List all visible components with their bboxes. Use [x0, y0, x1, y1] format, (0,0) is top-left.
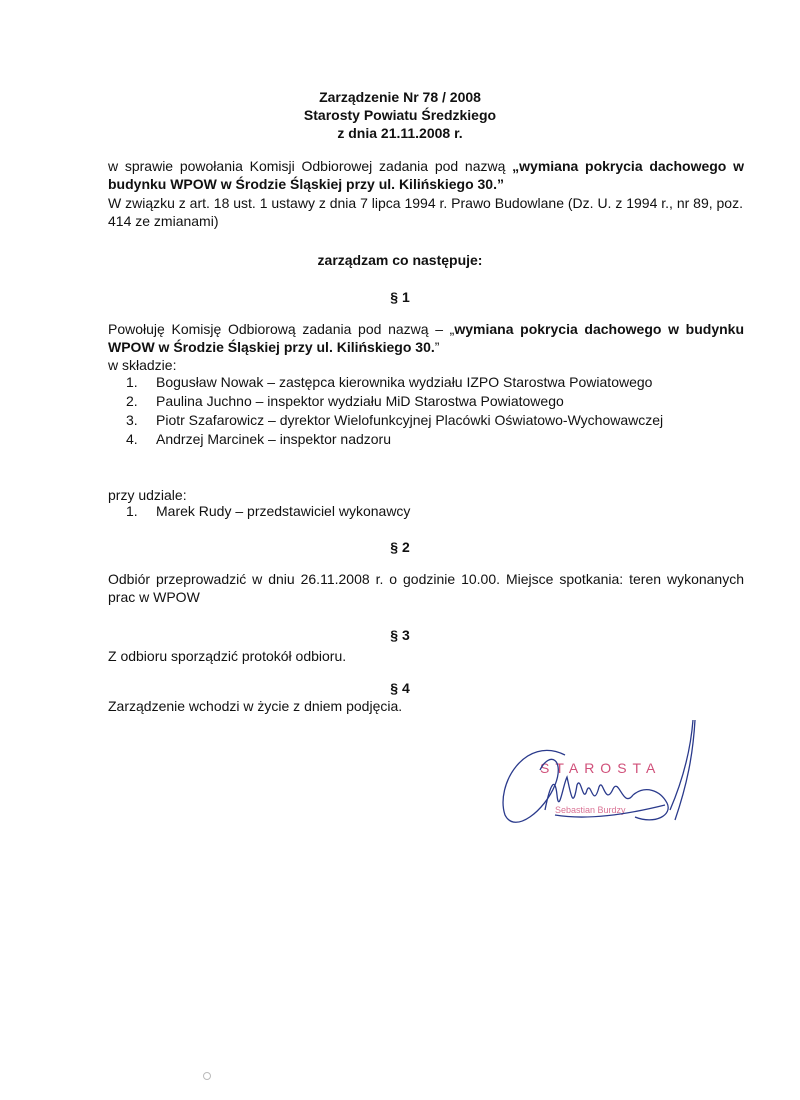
section-4-text: Zarządzenie wchodzi w życie z dniem podjęcia.	[108, 698, 403, 714]
s1-suffix: ”	[434, 339, 440, 355]
list-item: 2. Paulina Juchno – inspektor wydziału MiD Starostwa Powiatowego	[126, 393, 564, 409]
subject-paragraph	[108, 157, 744, 193]
s1-task-name: wymiana pokrycia dachowego w budynku WPOW w Środzie Śląskiej przy ul. Kilińskiego 30.	[108, 321, 744, 355]
decree-intro: zarządzam co następuje:	[317, 252, 483, 268]
section-2-heading: § 2	[390, 539, 410, 555]
subject-prefix: w sprawie powołania Komisji Odbiorowej zadania pod nazwą	[108, 158, 513, 174]
stamp-name: Sebastian Burdzy	[555, 805, 626, 815]
legal-basis: W związku z art. 18 ust. 1 ustawy z dnia 7 lipca 1994 r. Prawo Budowlane (Dz. U. z 1994 r., nr 89, poz. 414 ze zmianami)	[108, 195, 743, 229]
participation-label: przy udziale:	[108, 487, 187, 503]
composition-label: w składzie:	[108, 357, 177, 373]
participants-list	[126, 502, 410, 521]
section-2-text: Odbiór przeprowadzić w dniu 26.11.2008 r. o godzinie 10.00. Miejsce spotkania: teren wykonanych prac w WPOW	[108, 571, 744, 605]
s1-prefix: Powołuję Komisję Odbiorową zadania pod nazwą – „	[108, 321, 455, 337]
section-3-heading: § 3	[390, 627, 410, 643]
members-list	[126, 373, 663, 449]
list-item: 1. Bogusław Nowak – zastępca kierownika wydziału IZPO Starostwa Powiatowego	[126, 374, 653, 390]
subject-title: „wymiana pokrycia dachowego w budynku WPOW w Środzie Śląskiej przy ul. Kilińskiego 30.”	[108, 158, 744, 192]
list-item: 4. Andrzej Marcinek – inspektor nadzoru	[126, 431, 392, 447]
section-3-text: Z odbioru sporządzić protokół odbioru.	[108, 648, 347, 664]
decree-date: z dnia 21.11.2008 r.	[337, 125, 463, 141]
decree-number: Zarządzenie Nr 78 / 2008	[319, 89, 481, 105]
stamp-title: STAROSTA	[540, 760, 662, 776]
list-item: 1. Marek Rudy – przedstawiciel wykonawcy	[126, 503, 411, 519]
signature-stamp	[495, 715, 705, 835]
issuer: Starosty Powiatu Średzkiego	[303, 107, 497, 123]
section-1-text	[108, 320, 744, 356]
list-item: 3. Piotr Szafarowicz – dyrektor Wielofunkcyjnej Placówki Oświatowo-Wychowawczej	[126, 412, 664, 428]
section-1-heading: § 1	[390, 289, 410, 305]
scan-speck	[203, 1072, 211, 1080]
section-4-heading: § 4	[390, 680, 410, 696]
